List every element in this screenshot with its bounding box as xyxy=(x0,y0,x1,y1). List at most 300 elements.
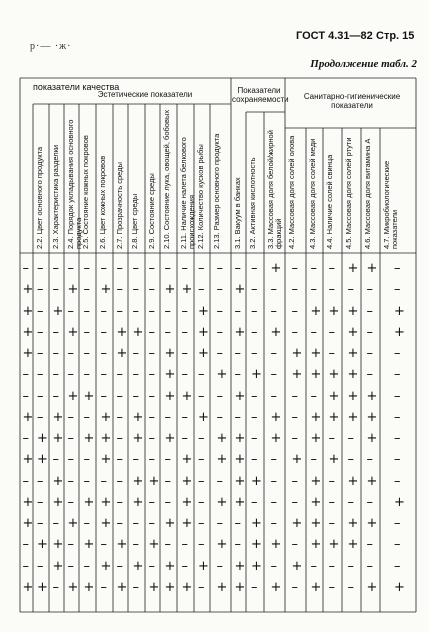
table-cell-mark: – xyxy=(83,473,90,489)
table-cell-mark: – xyxy=(116,303,123,319)
table-cell-mark: – xyxy=(198,431,205,446)
table-cell-mark: + xyxy=(67,516,79,531)
table-cell-mark: – xyxy=(83,324,90,340)
table-cell-mark: + xyxy=(22,346,34,361)
table-cell-mark: + xyxy=(37,537,48,553)
table-cell-mark: + xyxy=(100,558,112,574)
table-cell-mark: – xyxy=(37,346,44,361)
table-cell-mark: – xyxy=(22,388,29,404)
table-cell-mark: – xyxy=(83,452,90,468)
table-cell-mark: + xyxy=(347,516,359,531)
handwritten-mark: р·— ·ж· xyxy=(30,41,72,52)
table-cell-mark: – xyxy=(328,494,335,510)
table-cell-mark: – xyxy=(291,494,298,510)
table-cell-mark: + xyxy=(164,388,176,404)
table-cell-mark: + xyxy=(132,409,144,425)
table-cell-mark: – xyxy=(394,516,401,531)
table-cell-mark: – xyxy=(181,558,188,574)
table-cell-mark: + xyxy=(328,452,340,468)
table-cell-mark: + xyxy=(181,516,193,531)
table-cell-mark: + xyxy=(234,494,246,510)
table-cell-mark: – xyxy=(251,494,258,510)
table-cell-mark: – xyxy=(366,303,373,319)
column-header: 4.5. Массовая доля солей ртути xyxy=(344,137,353,249)
table-cell-mark: + xyxy=(100,452,112,468)
table-cell-mark: – xyxy=(234,516,241,531)
table-cell-mark: – xyxy=(52,324,59,340)
table-cell-mark: – xyxy=(366,494,373,510)
table-cell-mark: – xyxy=(234,261,241,276)
table-cell-mark: – xyxy=(164,409,171,425)
column-header: 2.2. Цвет основного продукта xyxy=(35,146,44,249)
table-cell-mark: + xyxy=(270,579,282,595)
table-cell-mark: + xyxy=(366,516,378,531)
table-cell-mark: – xyxy=(394,431,401,446)
table-cell-mark: – xyxy=(52,261,59,276)
table-cell-mark: – xyxy=(132,303,139,319)
table-cell-mark: – xyxy=(164,452,171,468)
table-cell-mark: + xyxy=(234,452,246,468)
table-cell-mark: + xyxy=(310,409,322,425)
column-header: 2.7. Прозрачность среды xyxy=(115,162,124,249)
table-cell-mark: + xyxy=(251,558,262,574)
column-header: 4.2. Массовая доля солей олова xyxy=(287,135,296,249)
table-cell-mark: – xyxy=(37,516,44,531)
table-cell-mark: – xyxy=(67,494,74,510)
table-cell-mark: + xyxy=(310,537,322,553)
table-cell-mark: – xyxy=(67,473,74,489)
table-cell-mark: – xyxy=(366,452,373,468)
table-cell-mark: – xyxy=(52,367,59,383)
table-cell-mark: – xyxy=(181,261,188,276)
table-cell-mark: – xyxy=(291,431,298,446)
table-cell-mark: – xyxy=(37,282,44,298)
table-cell-mark: + xyxy=(310,346,322,361)
column-header: 2.4. Порядок укладывания основного продукта xyxy=(66,119,83,249)
page-number: Стр. 15 xyxy=(376,30,415,42)
table-cell-mark: + xyxy=(270,431,282,446)
table-cell-mark: + xyxy=(347,388,359,404)
table-cell-mark: + xyxy=(52,558,64,574)
table-cell-mark: + xyxy=(148,579,160,595)
table-cell-mark: – xyxy=(164,303,171,319)
table-cell-mark: – xyxy=(366,537,373,553)
table-cell-mark: + xyxy=(366,388,378,404)
table-cell-mark: – xyxy=(291,324,298,340)
column-header: 2.8. Цвет среды xyxy=(130,193,139,249)
table-cell-mark: – xyxy=(100,388,107,404)
table-cell-mark: – xyxy=(347,452,354,468)
table-cell-mark: – xyxy=(270,473,277,489)
table-cell-mark: + xyxy=(116,579,128,595)
table-cell-mark: – xyxy=(148,282,155,298)
table-cell-mark: + xyxy=(251,367,262,383)
table-cell-mark: – xyxy=(234,409,241,425)
table-cell-mark: – xyxy=(67,558,74,574)
table-cell-mark: – xyxy=(251,324,258,340)
table-cell-mark: – xyxy=(198,473,205,489)
table-cell-mark: – xyxy=(83,367,90,383)
table-cell-mark: – xyxy=(198,579,205,595)
table-cell-mark: – xyxy=(83,346,90,361)
table-cell-mark: + xyxy=(234,579,246,595)
table-cell-mark: + xyxy=(52,431,64,446)
table-cell-mark: – xyxy=(347,579,354,595)
table-cell-mark: + xyxy=(132,431,144,446)
table-cell-mark: – xyxy=(22,261,29,276)
table-cell-mark: + xyxy=(67,579,79,595)
table-cell-mark: – xyxy=(251,346,258,361)
table-cell-mark: + xyxy=(394,494,405,510)
table-cell-mark: – xyxy=(216,261,223,276)
table-cell-mark: – xyxy=(116,261,123,276)
table-cell-mark: – xyxy=(148,452,155,468)
table-cell-mark: – xyxy=(198,516,205,531)
table-cell-mark: + xyxy=(366,261,378,276)
table-cell-mark: – xyxy=(132,537,139,553)
table-cell-mark: + xyxy=(328,303,340,319)
table-cell-mark: – xyxy=(394,409,401,425)
table-cell-mark: + xyxy=(37,452,48,468)
table-cell-mark: – xyxy=(394,388,401,404)
table-cell-mark: – xyxy=(394,346,401,361)
table-cell-mark: – xyxy=(328,324,335,340)
table-cell-mark: – xyxy=(116,558,123,574)
table-cell-mark: – xyxy=(394,261,401,276)
table-cell-mark: + xyxy=(198,409,209,425)
table-cell-mark: + xyxy=(116,324,128,340)
table-cell-mark: – xyxy=(37,473,44,489)
column-header: 2.12. Количество кусков рыбы xyxy=(196,144,205,249)
table-cell-mark: – xyxy=(198,537,205,553)
table-cell-mark: – xyxy=(100,303,107,319)
table-cell-mark: – xyxy=(216,473,223,489)
table-cell-mark: + xyxy=(347,473,359,489)
table-cell-mark: – xyxy=(52,516,59,531)
table-cell-mark: – xyxy=(37,388,44,404)
table-cell-mark: – xyxy=(100,261,107,276)
table-cell-mark: – xyxy=(148,324,155,340)
table-cell-mark: – xyxy=(234,537,241,553)
table-cell-mark: – xyxy=(328,346,335,361)
table-cell-mark: + xyxy=(310,494,322,510)
table-cell-mark: – xyxy=(132,346,139,361)
table-cell-mark: – xyxy=(116,367,123,383)
table-cell-mark: – xyxy=(67,303,74,319)
table-cell-mark: + xyxy=(116,346,128,361)
table-cell-mark: – xyxy=(347,494,354,510)
table-cell-mark: – xyxy=(291,473,298,489)
table-cell-mark: – xyxy=(216,409,223,425)
table-cell-mark: + xyxy=(347,346,359,361)
table-cell-mark: + xyxy=(83,537,95,553)
table-cell-mark: + xyxy=(148,473,160,489)
table-cell-mark: + xyxy=(328,409,340,425)
table-cell-mark: + xyxy=(394,579,405,595)
table-cell-mark: – xyxy=(67,452,74,468)
table-cell-mark: – xyxy=(116,494,123,510)
table-cell-mark: – xyxy=(234,367,241,383)
table-cell-mark: + xyxy=(310,579,322,595)
table-cell-mark: + xyxy=(234,324,246,340)
table-cell-mark: – xyxy=(310,388,317,404)
table-cell-mark: + xyxy=(270,409,282,425)
table-cell-mark: – xyxy=(270,516,277,531)
column-header: 2.13. Размер основного продукта xyxy=(212,133,221,249)
table-cell-mark: + xyxy=(83,579,95,595)
table-cell-mark: – xyxy=(328,261,335,276)
table-cell-mark: + xyxy=(347,261,359,276)
table-cell-mark: – xyxy=(52,346,59,361)
table-cell-mark: – xyxy=(67,346,74,361)
table-cell-mark: + xyxy=(100,431,112,446)
table-cell-mark: + xyxy=(198,346,209,361)
table-cell-mark: + xyxy=(310,516,322,531)
column-header: 3.2. Активная кислотность xyxy=(248,157,257,249)
table-cell-mark: – xyxy=(291,282,298,298)
table-cell-mark: + xyxy=(164,516,176,531)
column-header: 4.4. Наличие солей свинца xyxy=(325,154,334,249)
table-cell-mark: – xyxy=(37,303,44,319)
table-cell-mark: – xyxy=(132,516,139,531)
table-cell-mark: – xyxy=(310,558,317,574)
table-cell-mark: – xyxy=(37,324,44,340)
table-cell-mark: – xyxy=(116,409,123,425)
table-cell-mark: – xyxy=(37,367,44,383)
table-cell-mark: + xyxy=(100,282,112,298)
table-cell-mark: + xyxy=(234,282,246,298)
table-cell-mark: + xyxy=(148,537,160,553)
table-cell-mark: – xyxy=(347,431,354,446)
table-cell-mark: – xyxy=(251,303,258,319)
table-cell-mark: + xyxy=(181,473,193,489)
table-cell-mark: – xyxy=(216,346,223,361)
table-cell-mark: – xyxy=(198,367,205,383)
table-cell-mark: – xyxy=(328,282,335,298)
table-cell-mark: – xyxy=(366,558,373,574)
table-cell-mark: + xyxy=(164,282,176,298)
table-cell-mark: + xyxy=(270,261,282,276)
table-cell-mark: – xyxy=(116,516,123,531)
table-cell-mark: – xyxy=(52,452,59,468)
table-cell-mark: + xyxy=(366,431,378,446)
table-cell-mark: – xyxy=(83,409,90,425)
table-cell-mark: + xyxy=(270,537,282,553)
table-cell-mark: – xyxy=(116,282,123,298)
table-cell-mark: + xyxy=(366,409,378,425)
table-cell-mark: + xyxy=(310,473,322,489)
table-cell-mark: + xyxy=(291,558,303,574)
table-cell-mark: – xyxy=(83,516,90,531)
table-cell-mark: + xyxy=(394,324,405,340)
table-cell-mark: + xyxy=(132,494,144,510)
table-cell-mark: – xyxy=(22,431,29,446)
table-cell-mark: + xyxy=(181,282,193,298)
table-cell-mark: + xyxy=(83,494,95,510)
table-cell-mark: + xyxy=(216,367,228,383)
table-cell-mark: + xyxy=(37,431,48,446)
table-cell-mark: – xyxy=(234,346,241,361)
table-cell-mark: – xyxy=(270,303,277,319)
table-cell-mark: – xyxy=(328,516,335,531)
table-cell-mark: + xyxy=(216,537,228,553)
table-cell-mark: – xyxy=(148,409,155,425)
table-cell-mark: + xyxy=(310,431,322,446)
table-cell-mark: + xyxy=(198,558,209,574)
table-cell-mark: + xyxy=(22,452,34,468)
table-cell-mark: – xyxy=(328,473,335,489)
table-cell-mark: + xyxy=(116,537,128,553)
table-cell-mark: – xyxy=(37,494,44,510)
table-cell-mark: – xyxy=(328,558,335,574)
table-cell-mark: – xyxy=(37,409,44,425)
table-cell-mark: + xyxy=(52,473,64,489)
table-cell-mark: + xyxy=(181,579,193,595)
table-cell-mark: – xyxy=(310,324,317,340)
table-cell-mark: – xyxy=(310,261,317,276)
table-cell-mark: – xyxy=(216,324,223,340)
table-cell-mark: – xyxy=(270,494,277,510)
table-cell-mark: – xyxy=(270,452,277,468)
table-continuation-title: Продолжение табл. 2 xyxy=(310,58,417,70)
column-header: 4.6. Массовая доля витамина А xyxy=(363,138,372,249)
table-cell-mark: + xyxy=(83,388,95,404)
table-cell-mark: – xyxy=(181,324,188,340)
table-cell-mark: + xyxy=(181,388,193,404)
table-cell-mark: + xyxy=(198,324,209,340)
table-cell-mark: + xyxy=(216,494,228,510)
table-cell-mark: – xyxy=(100,579,107,595)
table-cell-mark: – xyxy=(347,282,354,298)
table-cell-mark: + xyxy=(394,303,405,319)
table-cell-mark: – xyxy=(148,431,155,446)
table-cell-mark: – xyxy=(148,303,155,319)
table-cell-mark: + xyxy=(37,579,48,595)
table-cell-mark: + xyxy=(22,494,34,510)
table-cell-mark: – xyxy=(164,261,171,276)
table-cell-mark: – xyxy=(67,431,74,446)
table-cell-mark: + xyxy=(52,303,64,319)
table-cell-mark: + xyxy=(164,367,176,383)
table-cell-mark: + xyxy=(132,473,144,489)
table-cell-mark: – xyxy=(37,558,44,574)
table-cell-mark: + xyxy=(216,452,228,468)
table-cell-mark: – xyxy=(83,261,90,276)
table-cell-mark: – xyxy=(148,346,155,361)
table-cell-mark: + xyxy=(100,516,112,531)
table-cell-mark: – xyxy=(67,409,74,425)
table-cell-mark: – xyxy=(270,558,277,574)
column-header: 2.3. Характеристика разделки xyxy=(51,144,60,249)
table-cell-mark: + xyxy=(198,303,209,319)
table-cell-mark: + xyxy=(291,452,303,468)
table-cell-mark: – xyxy=(83,282,90,298)
table-cell-mark: + xyxy=(52,409,64,425)
table-cell-mark: + xyxy=(67,388,79,404)
table-cell-mark: – xyxy=(216,303,223,319)
table-cell-mark: – xyxy=(251,579,258,595)
table-cell-mark: – xyxy=(328,431,335,446)
table-cell-mark: – xyxy=(251,409,258,425)
table-cell-mark: + xyxy=(164,579,176,595)
group-sanitary: Санитарно-гигиенические показатели xyxy=(303,92,401,110)
table-cell-mark: – xyxy=(394,282,401,298)
table-cell-mark: – xyxy=(100,324,107,340)
table-cell-mark: – xyxy=(181,303,188,319)
table-cell-mark: – xyxy=(116,431,123,446)
table-cell-mark: – xyxy=(366,324,373,340)
table-cell-mark: – xyxy=(394,367,401,383)
table-cell-mark: + xyxy=(347,537,359,553)
table-cell-mark: + xyxy=(181,494,193,510)
table-cell-mark: + xyxy=(67,324,79,340)
table-cell-mark: + xyxy=(67,282,79,298)
table-cell-mark: + xyxy=(22,409,34,425)
table-cell-mark: – xyxy=(148,494,155,510)
table-cell-mark: + xyxy=(181,452,193,468)
table-cell-mark: + xyxy=(234,473,246,489)
table-cell-mark: – xyxy=(366,367,373,383)
quality-indicators-label: показатели качества xyxy=(33,82,120,92)
table-cell-mark: – xyxy=(132,388,139,404)
table-cell-mark: – xyxy=(394,537,401,553)
table-cell-mark: + xyxy=(291,367,303,383)
group-preservation: Показатели сохраняемости xyxy=(232,86,289,104)
table-cell-mark: – xyxy=(216,516,223,531)
table-cell-mark: – xyxy=(291,388,298,404)
table-cell-mark: + xyxy=(347,409,359,425)
table-cell-mark: + xyxy=(347,367,359,383)
table-cell-mark: – xyxy=(100,537,107,553)
table-cell-mark: – xyxy=(52,282,59,298)
column-header: 2.10. Состояние лука, овощей, бобовых xyxy=(162,109,171,249)
column-header: 4.7. Микробиологические показатели xyxy=(382,160,399,249)
table-cell-mark: – xyxy=(394,452,401,468)
table-cell-mark: – xyxy=(328,579,335,595)
table-cell-mark: – xyxy=(291,261,298,276)
table-cell-mark: + xyxy=(366,579,378,595)
table-cell-mark: – xyxy=(366,282,373,298)
table-cell-mark: – xyxy=(198,388,205,404)
table-cell-mark: – xyxy=(347,558,354,574)
table-cell-mark: – xyxy=(198,452,205,468)
table-cell-mark: – xyxy=(366,346,373,361)
table-cell-mark: + xyxy=(22,303,34,319)
table-cell-mark: – xyxy=(164,324,171,340)
table-cell-mark: – xyxy=(164,473,171,489)
column-header: 2.5. Состояние кожных покровов xyxy=(81,135,90,249)
table-cell-mark: + xyxy=(251,516,262,531)
table-cell-mark: – xyxy=(198,261,205,276)
column-header: 2.11. Наличие налета белкового происхождения xyxy=(179,137,196,249)
table-cell-mark: + xyxy=(22,282,34,298)
column-header: 3.3. Массовая доля белой/жирной фракций xyxy=(266,130,283,249)
table-cell-mark: – xyxy=(251,431,258,446)
table-cell-mark: – xyxy=(132,579,139,595)
table-cell-mark: + xyxy=(251,473,262,489)
table-cell-mark: – xyxy=(100,346,107,361)
table-cell-mark: + xyxy=(234,558,246,574)
table-cell-mark: – xyxy=(270,282,277,298)
table-cell-mark: – xyxy=(310,452,317,468)
table-cell-mark: – xyxy=(148,388,155,404)
column-header: 2.6. Цвет кожных покровов xyxy=(98,155,107,249)
table-cell-mark: – xyxy=(116,452,123,468)
table-cell-mark: – xyxy=(52,579,59,595)
table-cell-mark: + xyxy=(52,494,64,510)
table-cell-mark: + xyxy=(22,324,34,340)
table-cell-mark: + xyxy=(270,324,282,340)
